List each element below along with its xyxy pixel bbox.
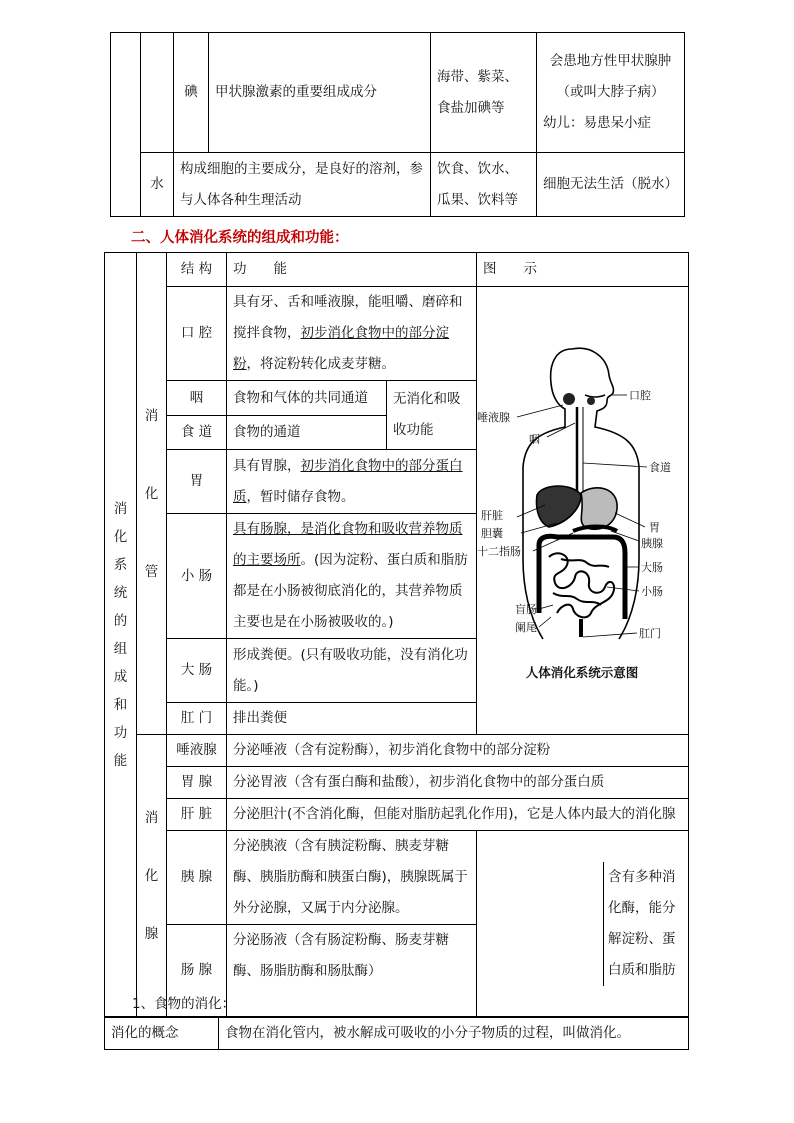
stomach-function: 具有胃腺，初步消化食物中的部分蛋白质，暂时储存食物。 bbox=[227, 450, 477, 514]
diagram-caption: 人体消化系统示意图 bbox=[525, 665, 639, 680]
mouth-function: 具有牙、舌和唾液腺，能咀嚼、磨碎和搅拌食物，初步消化食物中的部分淀粉，将淀粉转化成麦芽糖。 bbox=[227, 287, 477, 381]
salivary-row bbox=[105, 735, 689, 767]
label-salivary-gland: 唾液腺 bbox=[477, 411, 510, 424]
liver-function: 分泌胆汁(不含消化酶，但能对脂肪起乳化作用)，它是人体内最大的消化腺 bbox=[227, 799, 689, 831]
label-stomach: 胃 bbox=[649, 521, 660, 534]
header-row bbox=[105, 253, 689, 287]
label-gallbladder: 胆囊 bbox=[481, 527, 503, 540]
empty-cell bbox=[141, 33, 174, 153]
nutrient-table bbox=[110, 32, 685, 217]
iodine-name: 碘 bbox=[174, 33, 209, 153]
pancreas-function: 分泌胰液（含有胰淀粉酶、胰麦芽糖酶、胰脂肪酶和胰蛋白酶)，胰腺既属于外分泌腺，又属于内分泌腺。 bbox=[227, 831, 477, 925]
label-mouth: 口腔 bbox=[629, 389, 651, 402]
category-cell bbox=[111, 33, 141, 217]
water-function: 构成细胞的主要成分，是良好的溶剂，参与人体各种生理活动 bbox=[174, 153, 431, 217]
gastric-function: 分泌胃液（含有蛋白酶和盐酸），初步消化食物中的部分蛋白质 bbox=[227, 767, 689, 799]
iodine-row bbox=[111, 33, 685, 153]
label-duodenum: 十二指肠 bbox=[477, 545, 521, 558]
section-heading: 二、人体消化系统的组成和功能： bbox=[131, 229, 349, 246]
pharynx-function: 食物和气体的共同通道 bbox=[227, 381, 387, 416]
liver-row bbox=[105, 799, 689, 831]
intestinal-function: 分泌肠液（含有肠淀粉酶、肠麦芽糖酶、肠脂肪酶和肠肽酶） bbox=[227, 925, 477, 1017]
mouth-row bbox=[105, 287, 689, 381]
label-anus: 肛门 bbox=[639, 627, 661, 640]
label-esophagus: 食道 bbox=[649, 461, 671, 474]
liver-name: 肝 脏 bbox=[167, 799, 227, 831]
iodine-deficiency bbox=[537, 33, 685, 153]
label-pharynx: 咽 bbox=[529, 433, 540, 446]
digestion-concept-table bbox=[104, 1017, 689, 1050]
water-name: 水 bbox=[141, 153, 174, 217]
header-structure: 结 构 bbox=[167, 253, 227, 287]
concept-text: 食物在消化管内，被水解成可吸收的小分子物质的过程，叫做消化。 bbox=[219, 1018, 689, 1050]
header-function: 功 能 bbox=[227, 253, 477, 287]
digestive-system-table bbox=[104, 252, 689, 1017]
esophagus-name: 食 道 bbox=[167, 416, 227, 450]
enzyme-note-cell bbox=[477, 831, 689, 1017]
intestinal-name: 肠 腺 bbox=[167, 925, 227, 1017]
salivary-function: 分泌唾液（含有淀粉酶），初步消化食物中的部分淀粉 bbox=[227, 735, 689, 767]
gland-label: 消 化 腺 bbox=[137, 735, 167, 1017]
iodine-deficiency-line2: （或叫大脖子病） bbox=[556, 84, 665, 100]
large-intestine-function: 形成粪便。(只有吸收功能，没有消化功能。) bbox=[227, 639, 477, 703]
label-liver: 肝脏 bbox=[481, 509, 503, 522]
iodine-deficiency-line1: 会患地方性甲状腺肿 bbox=[549, 53, 672, 69]
pancreas-name: 胰 腺 bbox=[167, 831, 227, 925]
enzymes-note: 含有多种消化酶，能分解淀粉、蛋白质和脂肪 bbox=[603, 862, 688, 986]
gastric-row bbox=[105, 767, 689, 799]
water-sources: 饮食、饮水、瓜果、饮料等 bbox=[431, 153, 537, 217]
water-row bbox=[111, 153, 685, 217]
anus-function: 排出粪便 bbox=[227, 703, 477, 735]
large-intestine-name: 大 肠 bbox=[167, 639, 227, 703]
label-cecum: 盲肠 bbox=[515, 603, 537, 616]
iodine-sources: 海带、紫菜、食盐加碘等 bbox=[431, 33, 537, 153]
iodine-function: 甲状腺激素的重要组成成分 bbox=[209, 33, 431, 153]
mouth-name: 口 腔 bbox=[167, 287, 227, 381]
iodine-deficiency-line3: 幼儿：易患呆小症 bbox=[543, 115, 651, 131]
label-large-intestine: 大肠 bbox=[641, 561, 663, 574]
stomach-name: 胃 bbox=[167, 450, 227, 514]
label-pancreas: 胰腺 bbox=[641, 537, 663, 550]
concept-label: 消化的概念 bbox=[105, 1018, 219, 1050]
pancreas-row bbox=[105, 831, 689, 925]
header-figure: 图 示 bbox=[477, 253, 689, 287]
small-intestine-function: 具有肠腺，是消化食物和吸收营养物质的主要场所。(因为淀粉、蛋白质和脂肪都是在小肠被彻底消化的，其营养物质主要也是在小肠被吸收的。) bbox=[227, 514, 477, 639]
esophagus-function: 食物的通道 bbox=[227, 416, 387, 450]
food-digestion-subheading: 1、食物的消化： bbox=[132, 996, 236, 1012]
tract-label: 消 化 管 bbox=[137, 253, 167, 735]
water-deficiency: 细胞无法生活（脱水） bbox=[537, 153, 685, 217]
small-intestine-name: 小 肠 bbox=[167, 514, 227, 639]
label-small-intestine: 小肠 bbox=[641, 585, 663, 598]
salivary-name: 唾液腺 bbox=[167, 735, 227, 767]
gastric-name: 胃 腺 bbox=[167, 767, 227, 799]
label-appendix: 阑尾 bbox=[515, 621, 537, 634]
system-label: 消 化 系 统 的 组 成 和 功 能 bbox=[105, 253, 137, 1017]
pharynx-name: 咽 bbox=[167, 381, 227, 416]
no-digestion-note: 无消化和吸收功能 bbox=[387, 381, 477, 450]
digestive-diagram bbox=[477, 287, 689, 735]
anus-name: 肛 门 bbox=[167, 703, 227, 735]
